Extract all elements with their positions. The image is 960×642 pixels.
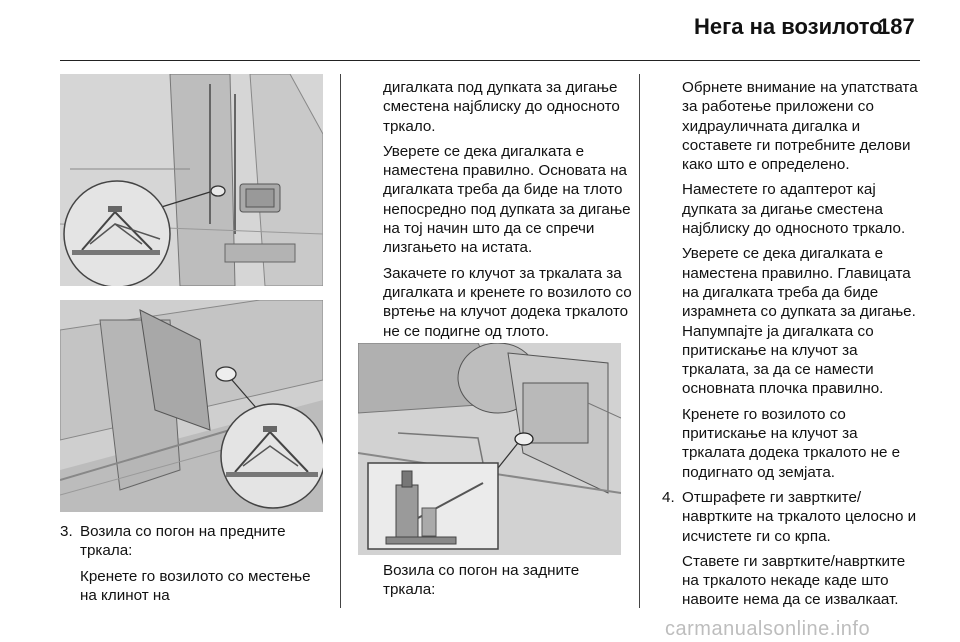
column-divider-right (639, 74, 640, 608)
column-right (662, 78, 922, 616)
step-4 (662, 488, 922, 616)
step-number: 4. (662, 488, 675, 506)
figure-rear-jack (358, 343, 621, 555)
column-middle (383, 78, 633, 347)
figure-caption (383, 561, 633, 606)
step-text: Кренете го возилото со местење на клинот на (80, 567, 311, 604)
watermark: carmanualsonline.info (665, 618, 871, 640)
step-text: Ставете ги завртките/навртките на тркалото некаде каде што навоите нема да се извалкаат. (682, 552, 906, 609)
column-left (60, 522, 325, 611)
paragraph: Обрнете внимание на упатствата за работење приложени со хидрауличната дигалка и составете ги потребните делови како што е определено. (682, 79, 918, 174)
paragraph: Уверете се дека дигалката е наместена правилно. Основата на дигалката треба да биде на тлото непосредно под дупката за дигање на тој начин што да се спречи лизгањето на истата. (383, 142, 631, 257)
figure-front-jack-position (60, 74, 323, 286)
step-number: 3. (60, 523, 73, 540)
paragraph: Наместете го адаптерот кај дупката за дигање сместена најблиску до односното тркало. (682, 181, 906, 238)
paragraph: Кренете го возилото со притискање на клучот за тркалата додека тркалото не е подигнато од земјата. (682, 405, 901, 481)
paragraph: Уверете се дека дигалката е наместена правилно. Главицата на дигалката треба да биде израмнета со дупката за дигање. Напумпајте ја дигалката со притискање на клучот за тркалата, за да се намести основната плочка правилно. (682, 245, 916, 398)
paragraph: Закачете го клучот за тркалата за дигалката и кренете го возилото со вртење на клучот додека тркалото не се подигне од тлото. (383, 264, 632, 340)
header-rule (60, 60, 920, 61)
page-number: 187 (878, 14, 915, 39)
step-text: Отшрафете ги завртките/ навртките на тркалото целосно и исчистете ги со крпа. (682, 488, 917, 545)
step-lead: Возила со погон на предните тркала: (80, 523, 286, 560)
page-title: Нега на возилото (694, 14, 883, 39)
column-divider-left (340, 74, 341, 608)
paragraph: дигалката под дупката за дигање сместена најблиску до односното тркало. (383, 79, 620, 135)
caption-text: Возила со погон на задните тркала: (383, 562, 580, 599)
step-3 (60, 522, 325, 611)
figure-front-jack-detail (60, 300, 323, 512)
